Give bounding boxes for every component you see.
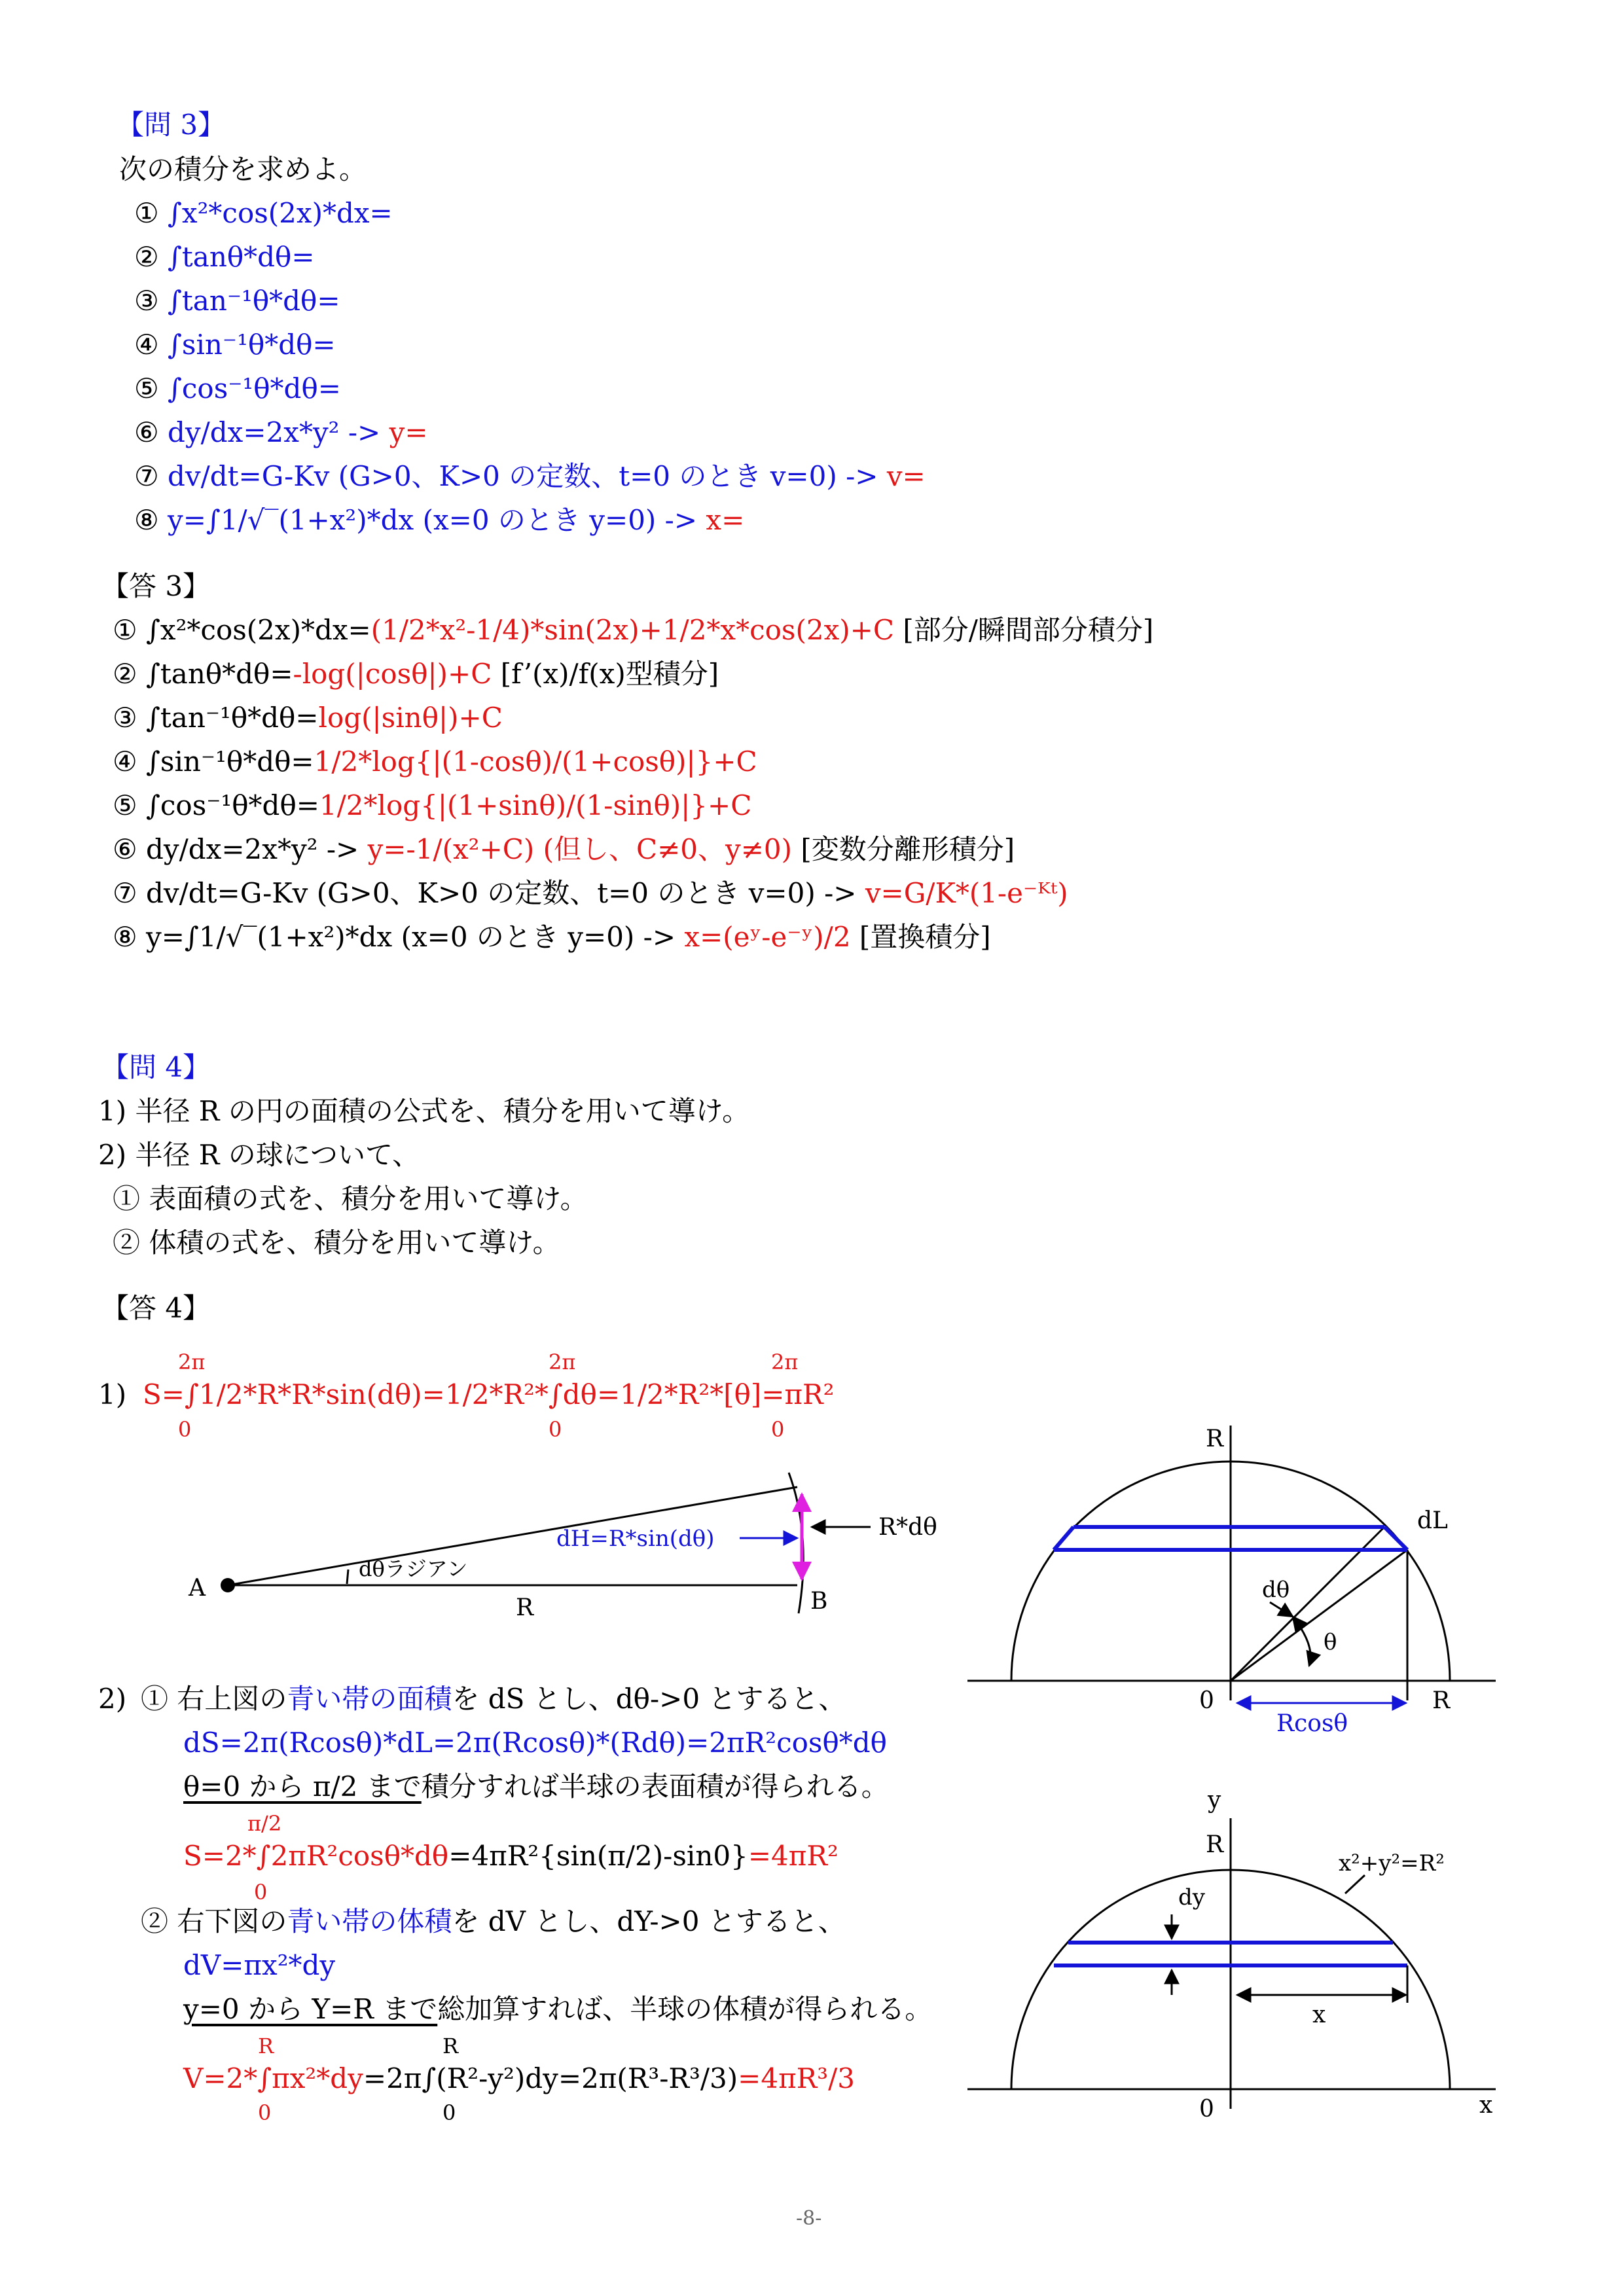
p2-2-limit-upper: R [258, 2034, 274, 2058]
p2-1-limit-lower: 0 [254, 1880, 268, 1905]
blue-band-left [1054, 1527, 1074, 1550]
q4-line: 2) 半径 R の球について、 [98, 1139, 420, 1171]
q3-title: 【問 3】 [117, 109, 226, 141]
fig1-label-a: A [189, 1575, 206, 1602]
fig2-label-dtheta: dθ [1262, 1577, 1290, 1603]
a4-p1-label: 1) [98, 1378, 127, 1410]
p1-limit-lower: 0 [549, 1417, 562, 1442]
q3-item: ② ∫tanθ*dθ= [134, 241, 315, 273]
fig1-rdtheta-label: R*dθ [878, 1514, 937, 1541]
a4-p2-2-line1: ② 右下図の青い帯の体積を dV とし、dY->0 とすると、 [141, 1905, 846, 1937]
p1-limit-lower: 0 [178, 1417, 192, 1442]
fig1-label-b: B [810, 1588, 828, 1615]
q4-line: ② 体積の式を、積分を用いて導け。 [113, 1227, 560, 1259]
hemisphere-surface-figure [967, 1426, 1496, 1703]
a3-item: ② ∫tanθ*dθ=-log(|cosθ|)+C [f’(x)/f(x)型積分] [113, 658, 719, 690]
fig2-label-rcos: Rcosθ [1276, 1710, 1348, 1737]
q4-line: ① 表面積の式を、積分を用いて導け。 [113, 1183, 588, 1215]
q3-item: ⑥ dy/dx=2x*y² -> y= [134, 416, 428, 448]
fig2-label-r-top: R [1206, 1426, 1224, 1452]
a3-item: ⑦ dv/dt=G-Kv (G>0、K>0 の定数、t=0 のとき v=0) -> v=G/K*(1-e⁻ᴷᵗ) [113, 877, 1068, 909]
a4-p2-1-line1: ① 右上図の青い帯の面積を dS とし、dθ->0 とすると、 [141, 1683, 846, 1715]
fig2-label-origin: 0 [1199, 1687, 1214, 1714]
fig1-label-r: R [516, 1594, 534, 1621]
fig2-label-theta: θ [1324, 1629, 1337, 1655]
q3-item: ⑦ dv/dt=G-Kv (G>0、K>0 の定数、t=0 のとき v=0) -> v= [134, 460, 926, 492]
q3-item: ④ ∫sin⁻¹θ*dθ= [134, 329, 336, 361]
fig3-label-r: R [1206, 1831, 1224, 1858]
fig3-label-dy: dy [1178, 1884, 1205, 1910]
p2-2-limit-lower: 0 [258, 2100, 272, 2125]
fig3-label-x-span: x [1312, 2001, 1326, 2028]
a3-item: ① ∫x²*cos(2x)*dx=(1/2*x²-1/4)*sin(2x)+1/2*x*cos(2x)+C [部分/瞬間部分積分] [113, 614, 1154, 646]
a4-p1-formula: S=∫1/2*R*R*sin(dθ)=1/2*R²*∫dθ=1/2*R²*[θ]=πR² [143, 1378, 835, 1410]
p2-1-limit-upper: π/2 [247, 1811, 282, 1836]
radius-line [1231, 1550, 1407, 1681]
q3-item: ⑧ y=∫1/√‾(1+x²)*dx (x=0 のとき y=0) -> x= [134, 504, 745, 536]
p1-limit-upper: 2π [771, 1350, 799, 1374]
a4-p2-2-line4: V=2*∫πx²*dy=2π∫(R²-y²)dy=2π(R³-R³/3)=4πR³/3 [183, 2062, 856, 2094]
p1-limit-lower: 0 [771, 1417, 785, 1442]
fig2-label-r-right: R [1432, 1687, 1451, 1714]
sector-figure [221, 1473, 871, 1613]
a3-item: ④ ∫sin⁻¹θ*dθ=1/2*log{|(1-cosθ)/(1+cosθ)|}+C [113, 745, 757, 778]
fig1-dh-label: dH=R*sin(dθ) [556, 1526, 715, 1552]
p2-2-limit-upper-2: R [442, 2034, 459, 2058]
a4-title: 【答 4】 [101, 1292, 211, 1324]
a3-item: ③ ∫tan⁻¹θ*dθ=log(|sinθ|)+C [113, 702, 503, 734]
fig3-label-y: y [1208, 1787, 1221, 1814]
a4-p2-1-line3: θ=0 から π/2 まで積分すれば半球の表面積が得られる。 [183, 1770, 889, 1803]
dtheta-arrow [1270, 1602, 1293, 1617]
fig2-label-dl: dL [1417, 1507, 1448, 1534]
q3-item: ③ ∫tan⁻¹θ*dθ= [134, 285, 340, 317]
a4-p2-label: 2) [98, 1683, 127, 1715]
angle-tick [347, 1570, 348, 1584]
p1-limit-upper: 2π [178, 1350, 206, 1374]
a4-p2-2-line2: dV=πx²*dy [183, 1949, 336, 1981]
q3-item: ① ∫x²*cos(2x)*dx= [134, 197, 393, 229]
a4-p2-1-line4: S=2*∫2πR²cosθ*dθ=4πR²{sin(π/2)-sin0}=4πR² [183, 1840, 839, 1872]
eq-leader-line [1345, 1875, 1365, 1893]
blue-band-right [1384, 1527, 1407, 1550]
q3-item: ⑤ ∫cos⁻¹θ*dθ= [134, 372, 341, 404]
fig3-label-origin: 0 [1199, 2096, 1214, 2123]
fig3-circle-equation: x²+y²=R² [1339, 1850, 1445, 1876]
a3-item: ⑥ dy/dx=2x*y² -> y=-1/(x²+C) (但し、C≠0、y≠0) [変数分離形積分] [113, 833, 1015, 865]
a4-p2-2-line3: y=0 から Y=R まで総加算すれば、半球の体積が得られる。 [183, 1993, 933, 2025]
a3-title: 【答 3】 [101, 570, 211, 602]
fig1-angle-label: dθラジアン [359, 1556, 468, 1581]
a4-p2-1-line2: dS=2π(Rcosθ)*dL=2π(Rcosθ)*(Rdθ)=2πR²cosθ*dθ [183, 1727, 887, 1759]
q4-title: 【問 4】 [101, 1051, 211, 1083]
a3-item: ⑤ ∫cos⁻¹θ*dθ=1/2*log{|(1+sinθ)/(1-sinθ)|}+C [113, 789, 752, 821]
q4-line: 1) 半径 R の円の面積の公式を、積分を用いて導け。 [98, 1095, 750, 1127]
p1-limit-upper: 2π [549, 1350, 576, 1374]
fig3-label-x-axis: x [1479, 2092, 1493, 2119]
page-number: -8- [796, 2207, 822, 2230]
q3-intro: 次の積分を求めよ。 [119, 153, 367, 185]
a3-item: ⑧ y=∫1/√‾(1+x²)*dx (x=0 のとき y=0) -> x=(eʸ-e⁻ʸ)/2 [置換積分] [113, 921, 991, 953]
p2-2-limit-lower-2: 0 [442, 2100, 456, 2125]
